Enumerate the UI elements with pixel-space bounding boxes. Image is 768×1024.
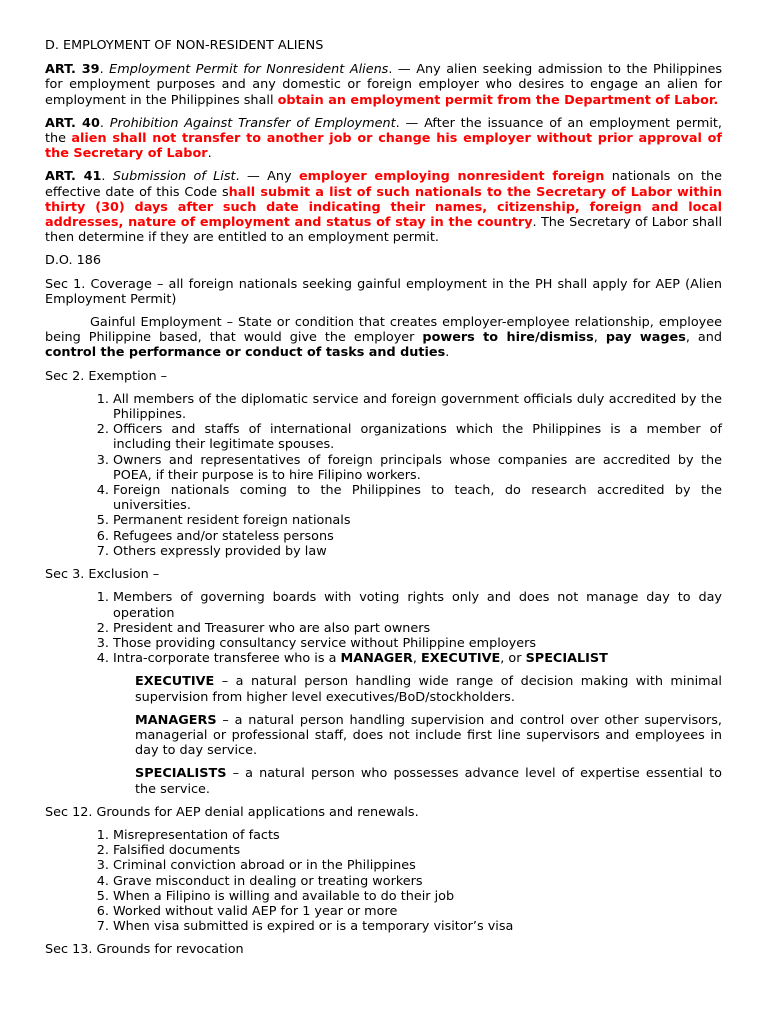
bold-term: powers to hire/dismiss bbox=[422, 330, 594, 346]
definition-text: Gainful Employment – State or condition that creates employer-employee relationship, employee being Philippine based, that would give the employer bbox=[45, 315, 722, 346]
article-40: ART. 40. Prohibition Against Transfer of Employment. — After the issuance of an employment permit, the alien shall not transfer to another job or change his employer without prior approval of the Secretary of Labor. bbox=[45, 115, 722, 162]
article-text: . — Any bbox=[235, 169, 299, 185]
bold-term: EXECUTIVE bbox=[421, 651, 501, 667]
list-item bbox=[113, 651, 722, 666]
do-186-heading: D.O. 186 bbox=[45, 253, 102, 269]
definition-specialists bbox=[135, 766, 722, 796]
definition-text: – a natural person who possesses advance level of expertise essential to the service. bbox=[135, 766, 722, 797]
bold-term: control the performance or conduct of tasks and duties bbox=[45, 345, 446, 361]
highlight-text: hall submit a list of such nationals to the Secretary of Labor within thirty (30) days after such date indicating their names, citizenship, foreign and local addresses, nature of employment and status of stay in the country bbox=[45, 184, 722, 231]
list-item: 3. Those providing consultancy service without Philippine employers bbox=[113, 636, 722, 651]
definitions-block bbox=[45, 674, 722, 796]
highlight-text: alien shall not transfer to another job or change his employer without prior approval of the Secretary of Labor bbox=[45, 131, 722, 162]
list-item: 2. Falsified documents bbox=[113, 843, 722, 858]
gainful-employment-definition bbox=[45, 315, 722, 361]
article-text: . — Any alien seeking admission to the Philippines for employment purposes and any domestic or foreign employer who desires to engage an alien for employment in the Philippines shall bbox=[45, 62, 722, 108]
separator: , and bbox=[685, 330, 722, 346]
article-text: nationals on the effective date of this Code s bbox=[45, 169, 722, 200]
denial-grounds-list bbox=[45, 828, 722, 934]
exemption-list bbox=[45, 392, 722, 559]
item-text: Intra-corporate transferee who is a bbox=[113, 651, 341, 667]
definition-managers bbox=[135, 713, 722, 759]
list-item: 2. Officers and staffs of international organizations which the Philippines is a member of including their legitimate spouses. bbox=[113, 422, 722, 452]
definition-term: EXECUTIVE bbox=[135, 674, 215, 690]
exclusion-list bbox=[45, 590, 722, 666]
list-item: 3. Owners and representatives of foreign principals whose companies are accredited by the POEA, if their purpose is to hire Filipino workers. bbox=[113, 453, 722, 483]
article-title: Employment Permit for Nonresident Aliens bbox=[109, 62, 389, 78]
separator: . bbox=[445, 345, 450, 361]
definition-term: MANAGERS bbox=[135, 712, 217, 728]
article-title: Submission of List bbox=[112, 169, 236, 185]
bold-term: MANAGER bbox=[340, 651, 413, 667]
definition-text: – a natural person handling supervision and control over other supervisors, managerial or professional staff, does not include first line supervisors and employees in day to day service. bbox=[135, 712, 722, 759]
article-41: ART. 41. Submission of List. — Any employer employing nonresident foreign nationals on the effective date of this Code shall submit a list of such nationals to the Secretary of Labor within thirty (30) days after such date indicating their names, citizenship, foreign and local addresses, nature of employment and status of stay in the country. The Secretary of Labor shall then determine if they are entitled to an employment permit. bbox=[45, 169, 722, 246]
article-text: . The Secretary of Labor shall then determine if they are entitled to an employment permit. bbox=[45, 215, 722, 246]
list-item: 7. Others expressly provided by law bbox=[113, 544, 722, 559]
list-item: 5. Permanent resident foreign nationals bbox=[113, 513, 722, 528]
highlight-text: obtain an employment permit from the Department of Labor. bbox=[277, 92, 719, 108]
list-item: 6. Refugees and/or stateless persons bbox=[113, 529, 722, 544]
definition-text: – a natural person handling wide range of decision making with minimal supervision from higher level executives/BoD/stockholders. bbox=[135, 674, 722, 705]
list-item: 2. President and Treasurer who are also part owners bbox=[113, 621, 722, 636]
list-item: 3. Criminal conviction abroad or in the Philippines bbox=[113, 858, 722, 873]
list-item: 4. Foreign nationals coming to the Philippines to teach, do research accredited by the universities. bbox=[113, 483, 722, 513]
sec-12-title: Sec 12. Grounds for AEP denial applications and renewals. bbox=[45, 804, 419, 820]
article-number: ART. 41 bbox=[45, 169, 102, 185]
article-title: Prohibition Against Transfer of Employment bbox=[109, 115, 396, 131]
article-text: . — After the issuance of an employment permit, the bbox=[45, 115, 722, 147]
sec-13-title: Sec 13. Grounds for revocation bbox=[45, 942, 244, 958]
sec-1-coverage: Sec 1. Coverage – all foreign nationals seeking gainful employment in the PH shall apply for AEP (Alien Employment Permit) bbox=[45, 276, 722, 307]
list-item: 4. Grave misconduct in dealing or treating workers bbox=[113, 874, 722, 889]
separator: , bbox=[593, 330, 606, 346]
list-item: 5. When a Filipino is willing and available to do their job bbox=[113, 889, 722, 904]
definition-term: SPECIALISTS bbox=[135, 766, 227, 782]
list-item: 6. Worked without valid AEP for 1 year or more bbox=[113, 904, 722, 919]
list-item: 1. Misrepresentation of facts bbox=[113, 828, 722, 843]
highlight-text: employer employing nonresident foreign bbox=[298, 169, 605, 185]
list-item: 1. Members of governing boards with voting rights only and does not manage day to day operation bbox=[113, 590, 722, 620]
article-number: ART. 39 bbox=[45, 62, 100, 78]
sec-2-title: Sec 2. Exemption – bbox=[45, 368, 168, 384]
sec-3-title: Sec 3. Exclusion – bbox=[45, 567, 160, 583]
bold-term: SPECIALIST bbox=[525, 651, 608, 667]
list-item: 1. All members of the diplomatic service and foreign government officials duly accredited by the Philippines. bbox=[113, 392, 722, 422]
separator: , or bbox=[500, 651, 526, 667]
separator: , bbox=[412, 651, 422, 667]
section-heading: D. EMPLOYMENT OF NON-RESIDENT ALIENS bbox=[45, 38, 324, 53]
definition-executive bbox=[135, 674, 722, 704]
bold-term: pay wages bbox=[605, 330, 686, 346]
list-item: 7. When visa submitted is expired or is a temporary visitor’s visa bbox=[113, 919, 722, 934]
article-text: . bbox=[207, 146, 212, 162]
article-number: ART. 40 bbox=[45, 115, 100, 131]
article-39: ART. 39. Employment Permit for Nonresident Aliens. — Any alien seeking admission to the Philippines for employment purposes and any domestic or foreign employer who desires to engage an alien for employment in the Philippines shall obtain an employment permit from the Department of Labor. bbox=[45, 62, 722, 108]
